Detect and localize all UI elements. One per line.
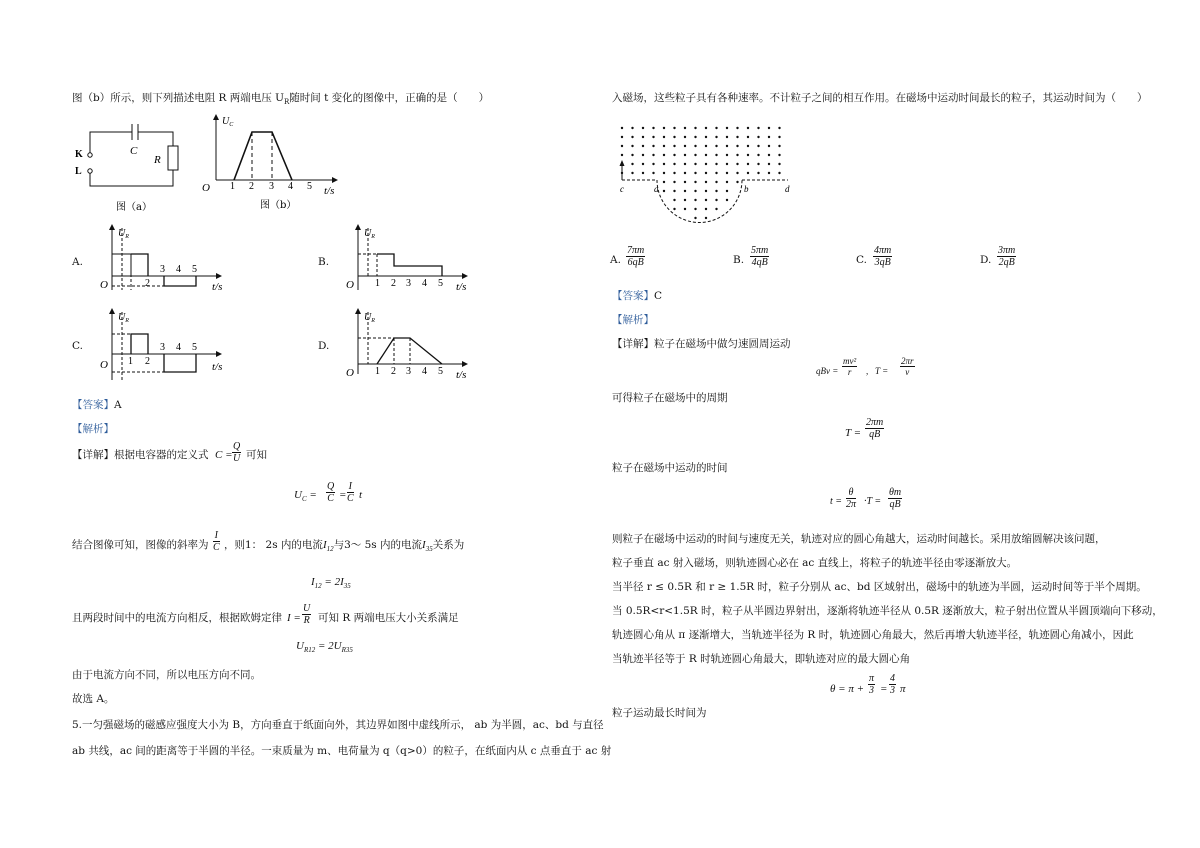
field-dot: [652, 145, 654, 147]
option-a-tick-5: 5: [192, 264, 197, 275]
option-b-xlabel: t/s: [456, 281, 467, 293]
field-dot: [652, 154, 654, 156]
field-dot: [768, 163, 770, 165]
para-5: 轨迹圆心角从 π 逐渐增大，当轨迹半径为 R 时，轨迹圆心角最大，然后再增大轨迹半径，轨迹圆心角减小，因此: [612, 629, 1134, 641]
option-c-tick-4: 4: [176, 342, 181, 353]
field-dot: [684, 172, 686, 174]
field-dot: [705, 145, 707, 147]
ohm-fraction: $\frac{U}{R}$: [303, 603, 311, 626]
field-dot: [694, 190, 696, 192]
field-dot: [673, 208, 675, 210]
field-dot: [705, 208, 707, 210]
field-dot: [673, 181, 675, 183]
slope-fraction: $\frac{I}{C}$: [213, 530, 220, 553]
right-option-b-value: $\frac{5\pi m}{4qB}$: [751, 245, 769, 268]
left-detail-tag: 【详解】: [72, 449, 114, 461]
field-dot: [726, 190, 728, 192]
field-dot: [631, 145, 633, 147]
current-i12: $I_{12}$: [322, 539, 334, 554]
field-dot: [778, 127, 780, 129]
option-b-tick-5: 5: [438, 278, 443, 289]
left-detail-line: [72, 449, 209, 462]
field-dot: [768, 145, 770, 147]
field-dot: [694, 172, 696, 174]
field-dot: [705, 127, 707, 129]
field-dot: [673, 136, 675, 138]
field-dot: [621, 154, 623, 156]
field-dot: [684, 136, 686, 138]
field-dot: [747, 154, 749, 156]
field-dot: [694, 199, 696, 201]
magnetic-field-diagram: [612, 118, 802, 228]
field-dot: [684, 208, 686, 210]
right-option-a-value: $\frac{7\pi m}{6qB}$: [627, 245, 645, 268]
slope-line-rest: [224, 539, 464, 554]
uc-graph-tick-2: 2: [249, 181, 254, 192]
field-dot: [715, 172, 717, 174]
uc-formula-t: t: [359, 489, 363, 501]
slope-line-b: ，则1： 2s 内的电流: [224, 539, 323, 551]
option-b-tick-4: 4: [422, 278, 427, 289]
field-dot: [747, 163, 749, 165]
field-dot: [736, 172, 738, 174]
slope-line-d: 关系为: [432, 539, 465, 551]
uc-graph-tick-1: 1: [230, 181, 235, 192]
field-dot: [726, 145, 728, 147]
time-line: 粒子在磁场中运动的时间: [612, 462, 728, 474]
para-4: 当 0.5R<r<1.5R 时，粒子从半圆边界射出，逐渐将轨迹半径从 0.5R 逐渐放大，粒子射出位置从半圆顶端向下移动，: [612, 605, 1163, 617]
option-b-tick-1: 1: [375, 278, 380, 289]
lorentz-fraction: $\frac{\text{mv²}}{r}$: [843, 356, 857, 377]
direction-line: 由于电流方向不同，所以电压方向不同。: [72, 669, 261, 681]
field-dots: [621, 127, 781, 219]
field-dot: [621, 127, 623, 129]
choose-line: 故选 A。: [72, 693, 115, 705]
right-answer-tag: 【答案】: [612, 290, 654, 302]
field-dot: [705, 199, 707, 201]
time-fraction-2: $\frac{\theta m}{qB}$: [889, 487, 902, 510]
field-dot: [768, 172, 770, 174]
uc-fraction-1: $\frac{Q}{C}$: [327, 481, 335, 504]
field-dot: [768, 127, 770, 129]
uc-graph-caption: 图（b）: [260, 200, 297, 211]
capacitance-fraction: $\frac{Q}{U}$: [233, 441, 241, 464]
period-line: 可得粒子在磁场中的周期: [612, 392, 728, 404]
uc-graph-tick-5: 5: [307, 181, 312, 192]
field-label-b: b: [744, 184, 749, 194]
field-dot: [642, 136, 644, 138]
option-a-label[interactable]: A.: [72, 256, 83, 268]
left-analysis-tag: 【解析】: [72, 423, 114, 435]
field-dot: [747, 145, 749, 147]
capacitance-formula-lhs: C =: [215, 449, 233, 461]
right-analysis-tag: 【解析】: [612, 314, 654, 326]
field-dot: [652, 136, 654, 138]
field-dot: [673, 145, 675, 147]
field-dot: [631, 163, 633, 165]
field-dot: [778, 163, 780, 165]
field-dot: [621, 145, 623, 147]
option-c-tick-2: 2: [145, 356, 150, 367]
uc-fraction-2: $\frac{I}{C}$: [347, 481, 354, 504]
circuit-label-l: L: [75, 166, 82, 177]
option-a-tick-3: 3: [160, 264, 165, 275]
field-dot: [768, 154, 770, 156]
option-c-label[interactable]: C.: [72, 340, 83, 352]
field-dot: [778, 145, 780, 147]
field-dot: [715, 199, 717, 201]
field-dot: [652, 163, 654, 165]
field-dot: [726, 136, 728, 138]
field-dot: [747, 127, 749, 129]
uc-graph-origin: O: [202, 182, 210, 194]
theta-formula-eq: =: [880, 683, 888, 695]
circuit-diagram: [72, 118, 192, 218]
option-c-origin: O: [100, 359, 108, 371]
q5-line-3: 入磁场，这些粒子具有各种速率。不计粒子之间的相互作用。在磁场中运动时间最长的粒子，其运动时间为（ ）: [612, 92, 1148, 104]
field-dot: [684, 181, 686, 183]
field-dot: [715, 154, 717, 156]
field-dot: [673, 190, 675, 192]
uc-formula-lhs: $U_C$ =: [294, 489, 317, 504]
field-dot: [726, 172, 728, 174]
option-b-tick-2: 2: [391, 278, 396, 289]
option-c-xlabel: t/s: [212, 361, 223, 373]
field-dot: [673, 163, 675, 165]
uc-formula-eq: =: [339, 489, 347, 501]
option-d-tick-4: 4: [422, 366, 427, 377]
option-b-origin: O: [346, 279, 354, 291]
field-dot: [663, 163, 665, 165]
field-dot: [757, 145, 759, 147]
field-dot: [726, 154, 728, 156]
field-dot: [694, 145, 696, 147]
field-dot: [663, 145, 665, 147]
field-dot: [736, 127, 738, 129]
field-dot: [663, 154, 665, 156]
question-intro-tail: 随时间 t 变化的图像中，正确的是（ ）: [289, 92, 490, 104]
option-a-xlabel: t/s: [212, 281, 223, 293]
field-dot: [778, 154, 780, 156]
uc-graph: [200, 112, 350, 218]
field-dot: [684, 199, 686, 201]
para-7: 粒子运动最长时间为: [612, 707, 707, 719]
field-dot: [768, 136, 770, 138]
field-dot: [663, 190, 665, 192]
field-dot: [778, 172, 780, 174]
field-dot: [715, 208, 717, 210]
left-answer: [72, 399, 122, 412]
field-dot: [642, 127, 644, 129]
q5-line-2: ab 共线，ac 间的距离等于半圆的半径。一束质量为 m、电荷量为 q（q>0）的粒子，在纸面内从 c 点垂直于 ac 射: [72, 745, 612, 757]
uc-graph-xlabel: t/s: [324, 185, 335, 197]
option-d-tick-3: 3: [406, 366, 411, 377]
option-d-tick-2: 2: [391, 366, 396, 377]
option-c-tick-1: 1: [128, 356, 133, 367]
field-dot: [694, 127, 696, 129]
field-dot: [715, 181, 717, 183]
question-intro-sub: R: [284, 98, 290, 107]
left-answer-value: A: [114, 399, 122, 411]
field-dot: [715, 163, 717, 165]
circuit-label-r: R: [154, 154, 161, 166]
right-option-c-label[interactable]: C.: [856, 254, 867, 266]
field-dot: [663, 127, 665, 129]
option-c-ylabel: $U_R$: [118, 312, 129, 324]
theta-formula-pi: π: [900, 683, 906, 695]
field-dot: [736, 154, 738, 156]
field-dot: [663, 181, 665, 183]
option-d-xlabel: t/s: [456, 369, 467, 381]
field-dot: [684, 190, 686, 192]
field-dot: [694, 154, 696, 156]
field-dot: [757, 172, 759, 174]
ohm-line: [72, 612, 282, 625]
right-answer: [612, 290, 662, 303]
right-answer-value: C: [654, 290, 663, 302]
field-dot: [631, 154, 633, 156]
field-dot: [684, 163, 686, 165]
field-dot: [673, 172, 675, 174]
circuit-caption: 图（a）: [116, 202, 152, 213]
para-6: 当轨迹半径等于 R 时轨迹圆心角最大，即轨迹对应的最大圆心角: [612, 653, 911, 665]
field-dot: [684, 127, 686, 129]
field-dot: [663, 172, 665, 174]
field-dot: [642, 145, 644, 147]
option-d-origin: O: [346, 367, 354, 379]
right-detail-text: 粒子在磁场中做匀速圆周运动: [654, 338, 791, 350]
uc-graph-tick-3: 3: [269, 181, 274, 192]
field-dot: [642, 172, 644, 174]
field-dot: [747, 172, 749, 174]
field-dot: [673, 199, 675, 201]
slope-line-a: 结合图像可知，图像的斜率为: [72, 539, 209, 551]
current-i35: $I_{35}$: [422, 539, 433, 554]
field-dot: [736, 145, 738, 147]
slope-line: [72, 539, 209, 552]
theta-formula-lhs: θ = π +: [830, 683, 865, 695]
field-dot: [694, 208, 696, 210]
field-label-a: a: [654, 184, 659, 194]
circuit-label-c: C: [130, 145, 138, 157]
field-dot: [715, 136, 717, 138]
theta-fraction-2: $\frac{4}{3}$: [890, 673, 895, 696]
field-dot: [726, 181, 728, 183]
ohm-line-a: 且两段时间中的电流方向相反，根据欧姆定律: [72, 612, 282, 624]
field-dot: [778, 136, 780, 138]
option-b-graph: [344, 224, 474, 294]
field-dot: [631, 127, 633, 129]
field-dot: [726, 127, 728, 129]
field-dot: [705, 190, 707, 192]
para-3: 当半径 r ≤ 0.5R 和 r ≥ 1.5R 时，粒子分别从 ac、bd 区域射出，磁场中的轨迹为半圆，运动时间等于半个周期。: [612, 581, 1147, 593]
field-dot: [694, 217, 696, 219]
field-dot: [694, 181, 696, 183]
time-formula-lhs: t =: [830, 496, 843, 507]
right-option-a-label[interactable]: A.: [610, 254, 621, 266]
field-dot: [726, 199, 728, 201]
option-c-tick-5: 5: [192, 342, 197, 353]
option-a-tick-4: 4: [176, 264, 181, 275]
field-dot: [705, 163, 707, 165]
time-formula-mid: ·T =: [864, 496, 882, 507]
ohm-formula-lhs: I =: [287, 612, 301, 624]
field-dot: [673, 127, 675, 129]
theta-fraction-1: $\frac{\pi}{3}$: [869, 673, 875, 696]
field-dot: [736, 181, 738, 183]
field-dot: [715, 127, 717, 129]
left-answer-tag: 【答案】: [72, 399, 114, 411]
right-detail-line: [612, 338, 791, 351]
field-dot: [757, 154, 759, 156]
para-2: 粒子垂直 ac 射入磁场，则轨迹圆心必在 ac 直线上，将粒子的轨迹半径由零逐渐放大。: [612, 557, 1018, 569]
field-dot: [684, 145, 686, 147]
period-formula-fraction: $\frac{2\pi m}{qB}$: [866, 417, 884, 440]
para-1: 则粒子在磁场中运动的时间与速度无关，轨迹对应的圆心角越大，运动时间越长。采用放缩圆解决该问题，: [612, 533, 1106, 545]
field-dot: [631, 172, 633, 174]
q5-line-1: 5.一匀强磁场的磁感应强度大小为 B，方向垂直于纸面向外，其边界如图中虚线所示， ab 为半圆，ac、bd 与直径: [72, 719, 604, 731]
lorentz-lhs: qBv =: [816, 366, 839, 376]
left-detail-text: 根据电容器的定义式: [114, 449, 209, 461]
right-detail-tag: 【详解】: [612, 338, 654, 350]
option-a-origin: O: [100, 279, 108, 291]
field-dot: [747, 136, 749, 138]
option-a-graph: [98, 224, 228, 294]
field-dot: [652, 127, 654, 129]
right-option-b-label[interactable]: B.: [733, 254, 745, 266]
field-dot: [652, 172, 654, 174]
right-option-d-label[interactable]: D.: [980, 254, 992, 266]
uc-graph-ylabel: $U_C$: [222, 116, 234, 128]
option-d-graph: [344, 308, 474, 381]
field-dot: [673, 154, 675, 156]
field-dot: [642, 154, 644, 156]
option-b-label[interactable]: B.: [318, 256, 330, 268]
field-dot: [705, 136, 707, 138]
option-d-tick-1: 1: [375, 366, 380, 377]
option-d-label[interactable]: D.: [318, 340, 330, 352]
option-a-tick-2: 2: [145, 278, 150, 289]
question-intro-text: 图（b）所示，则下列描述电阻 R 两端电压 U: [72, 92, 284, 104]
option-a-ylabel: $U_R$: [118, 228, 129, 240]
option-d-ylabel: $U_R$: [364, 312, 375, 324]
uc-graph-tick-4: 4: [288, 181, 293, 192]
field-dot: [684, 154, 686, 156]
period-def-lhs: , T =: [866, 366, 889, 376]
period-def-fraction: $\frac{2\pi r}{v}$: [901, 356, 914, 377]
field-dot: [642, 163, 644, 165]
slope-line-c: 与3～ 5s 内的电流: [333, 539, 423, 551]
field-dot: [757, 127, 759, 129]
field-dot: [757, 163, 759, 165]
field-dot: [757, 136, 759, 138]
option-c-tick-3: 3: [160, 342, 165, 353]
time-fraction-1: $\frac{\theta}{2\pi}$: [846, 487, 857, 510]
option-c-graph: [98, 308, 228, 384]
current-relation: $I_{12} = 2I_{35}$: [311, 576, 351, 591]
field-dot: [705, 154, 707, 156]
option-d-tick-5: 5: [438, 366, 443, 377]
period-formula-lhs: T =: [845, 427, 862, 439]
field-dot: [726, 163, 728, 165]
right-option-c-value: $\frac{4\pi m}{3qB}$: [874, 245, 892, 268]
field-dot: [694, 136, 696, 138]
field-dot: [715, 145, 717, 147]
circuit-label-k: K: [75, 149, 83, 160]
field-dot: [705, 217, 707, 219]
field-label-c: c: [620, 184, 624, 194]
question-intro: [72, 92, 489, 106]
option-b-ylabel: $U_R$: [364, 228, 375, 240]
field-dot: [663, 136, 665, 138]
field-dot: [694, 163, 696, 165]
ohm-line-b: 可知 R 两端电压大小关系满足: [318, 612, 459, 624]
field-dot: [621, 136, 623, 138]
field-label-d: d: [785, 184, 790, 194]
option-b-tick-3: 3: [406, 278, 411, 289]
field-dot: [736, 163, 738, 165]
left-detail-tail: 可知: [246, 449, 267, 461]
field-dot: [631, 136, 633, 138]
field-dot: [705, 172, 707, 174]
voltage-relation: $U_{R12} = 2U_{R35}$: [296, 640, 353, 655]
field-dot: [705, 181, 707, 183]
field-dot: [736, 136, 738, 138]
right-option-d-value: $\frac{3\pi m}{2qB}$: [998, 245, 1016, 268]
field-dot: [715, 190, 717, 192]
